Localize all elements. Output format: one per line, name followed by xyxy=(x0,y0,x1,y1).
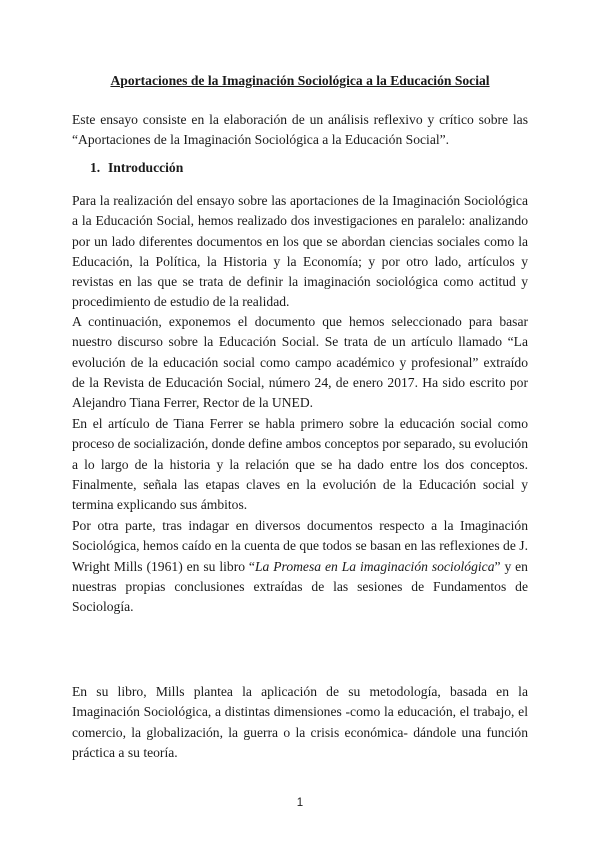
paragraph-document-selection: A continuación, exponemos el documento que hemos seleccionado para basar nuestro discurso sobre la Educación Social. Se trata de un artículo llamado “La evolución de la educación social como campo académico y profesional” extraído de la Revista de Educación Social, número 24, de enero 2017. Ha sido escrito por Alejandro Tiana Ferrer, Rector de la UNED. xyxy=(72,314,528,411)
paragraph-tiana-ferrer: En el artículo de Tiana Ferrer se habla primero sobre la educación social como proceso de socialización, donde define ambos conceptos por separado, su evolución a lo largo de la historia y la relación que se ha dado entre los dos conceptos. Finalmente, señala las etapas claves en la evolución de la Educación social y termina explicando sus ámbitos. xyxy=(72,416,528,513)
paragraph-research: Para la realización del ensayo sobre las aportaciones de la Imaginación Sociológica a la Educación Social, hemos realizado dos investigaciones en paralelo: analizando por un lado diferentes documentos en los que se abordan ciencias sociales como la Educación, la Política, la Historia y la Economía; y por otro lado, artículos y revistas en las que se trata de definir la imaginación sociológica como actitud y procedimiento de estudio de la realidad. xyxy=(72,193,528,310)
paragraph-mills-reflections xyxy=(72,516,528,617)
mills-text-after: ” y en nuestras propias conclusiones extraídas de las sesiones de Fundamentos de Sociología. xyxy=(72,558,528,615)
mills-text-before: Por otra parte, tras indagar en diversos documentos respecto a la Imaginación Sociológica, hemos caído en la cuenta de que todos se basan en las reflexiones de J. Wright Mills (1961) en su libro “ xyxy=(72,518,528,574)
section-title: Introducción xyxy=(108,160,184,175)
closing-paragraph: En su libro, Mills plantea la aplicación de su metodología, basada en la Imaginación Sociológica, a distintas dimensiones -como la educación, el trabajo, el comercio, la globalización, la guerra o la crisis económica- dándole una función práctica a su teoría. xyxy=(72,684,528,760)
page-number: 1 xyxy=(296,797,304,809)
section-heading xyxy=(90,158,183,178)
section-number: 1. xyxy=(90,160,101,175)
intro-paragraph: Este ensayo consiste en la elaboración de un análisis reflexivo y crítico sobre las “Aportaciones de la Imaginación Sociológica a la Educación Social”. xyxy=(72,112,528,148)
book-title: La Promesa en La imaginación sociológica xyxy=(254,558,495,574)
document-title: Aportaciones de la Imaginación Sociológica a la Educación Social xyxy=(110,73,490,88)
